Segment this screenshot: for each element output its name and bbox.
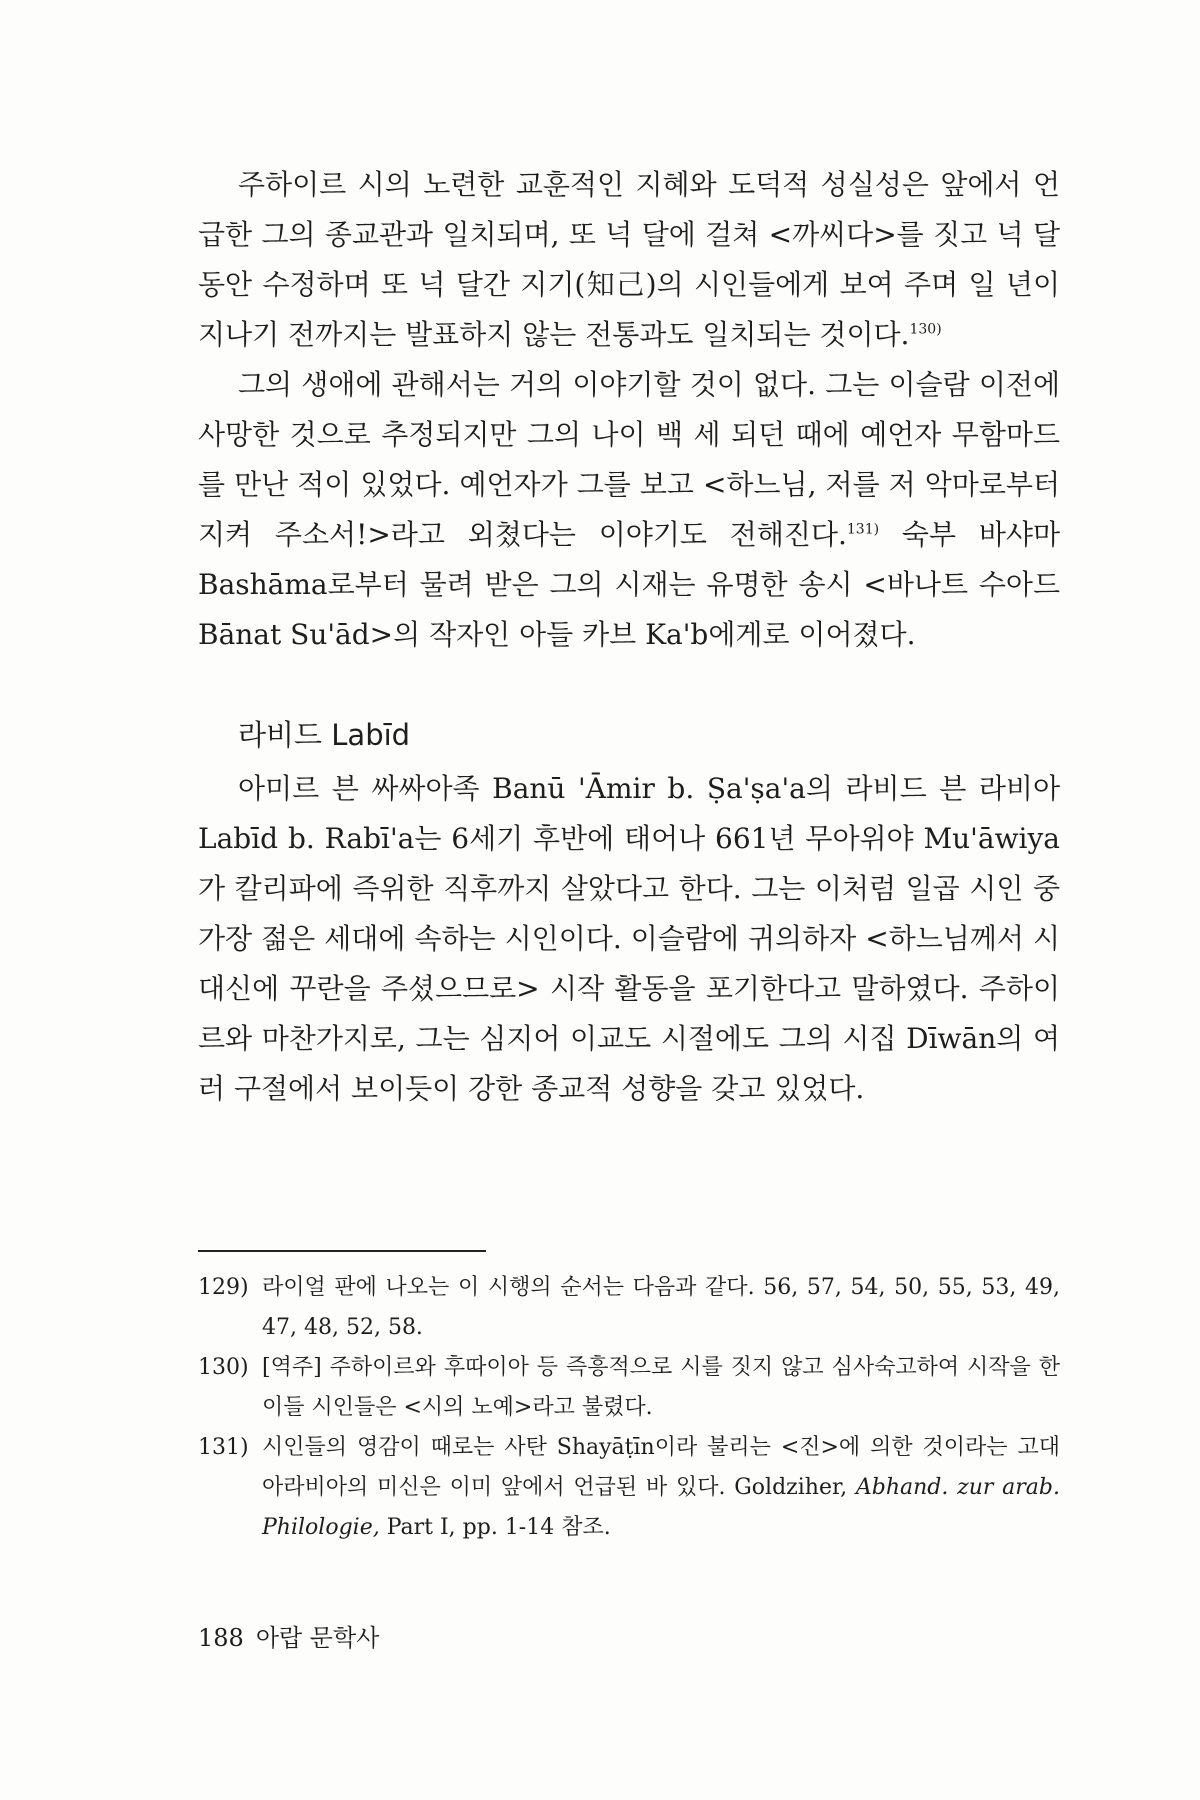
footnote-text-part: 시인들의 영감이 때로는 사탄 Shayāṭīn이라 불리는 <진>에 의한 것이라는 고대 아라비아의 미신은 이미 앞에서 언급된 바 있다. Goldziher, [262, 1435, 1060, 1500]
paragraph-zuhayr-life [198, 360, 1060, 660]
footnote-text: [역주] 주하이르와 후따이아 등 즉흥적으로 시를 짓지 않고 심사숙고하여 시작을 한 이들 시인들은 <시의 노예>라고 불렸다. [262, 1355, 1060, 1420]
citation-title: Abhand. zur arab. Philologie, [262, 1475, 1060, 1540]
page-number: 188 [198, 1624, 244, 1652]
footnote-number: 131) [198, 1435, 249, 1460]
page-footer [198, 1618, 379, 1658]
paragraph-text: 숙부 바샤마 Bashāma로부터 물려 받은 그의 시재는 유명한 송시 <바나트 수아드 Bānat Su'ād>의 작자인 아들 카브 Ka'b에게로 이어졌다. [198, 518, 1060, 651]
footnote-129 [198, 1268, 1060, 1348]
footnote-text: 라이얼 판에 나오는 이 시행의 순서는 다음과 같다. 56, 57, 54, 50, 55, 53, 49, 47, 48, 52, 58. [262, 1275, 1060, 1340]
main-text [198, 160, 1060, 1114]
footnote-divider [198, 1250, 486, 1252]
paragraph-text: 그의 생애에 관해서는 거의 이야기할 것이 없다. 그는 이슬람 이전에 사망한 것으로 추정되지만 그의 나이 백 세 되던 때에 예언자 무함마드를 만난 적이 있었다. 예언자가 그를 보고 <하느님, 저를 저 악마로부터 지켜 주소서!>라고 외쳤다는 이야기도 전해진다. [198, 368, 1060, 551]
section-heading-labid: 라비드 Labīd [238, 718, 411, 752]
paragraph-zuhayr-wisdom [198, 160, 1060, 360]
footnote-130 [198, 1348, 1060, 1428]
footnote-number: 129) [198, 1275, 249, 1300]
footnote-text-part: Part I, pp. 1-14 참조. [379, 1515, 611, 1540]
footnote-131 [198, 1428, 1060, 1548]
paragraph-labid: 아미르 븐 싸싸아족 Banū 'Āmir b. Ṣa'ṣa'a의 라비드 븐 라비아 Labīd b. Rabī'a는 6세기 후반에 태어나 661년 무아위야 Mu'āwiya가 칼리파에 즉위한 직후까지 살았다고 한다. 그는 이처럼 일곱 시인 중 가장 젊은 세대에 속하는 시인이다. 이슬람에 귀의하자 <하느님께서 시 대신에 꾸란을 주셨으므로> 시작 활동을 포기한다고 말하였다. 주하이르와 마찬가지로, 그는 심지어 이교도 시절에도 그의 시집 Dīwān의 여러 구절에서 보이듯이 강한 종교적 성향을 갖고 있었다. [198, 772, 1060, 1105]
footnotes [198, 1268, 1060, 1548]
footnote-ref-131[interactable]: 131) [846, 521, 880, 538]
footnote-number: 130) [198, 1355, 249, 1380]
footnote-ref-130[interactable]: 130) [909, 321, 942, 338]
running-title: 아랍 문학사 [255, 1624, 380, 1652]
paragraph-text: 주하이르 시의 노련한 교훈적인 지혜와 도덕적 성실성은 앞에서 언급한 그의 종교관과 일치되며, 또 넉 달에 걸쳐 <까씨다>를 짓고 넉 달 동안 수정하며 또 넉 달간 지기(知己)의 시인들에게 보여 주며 일 년이 지나기 전까지는 발표하지 않는 전통과도 일치되는 것이다. [198, 168, 1060, 351]
footnote-text [262, 1428, 1060, 1548]
